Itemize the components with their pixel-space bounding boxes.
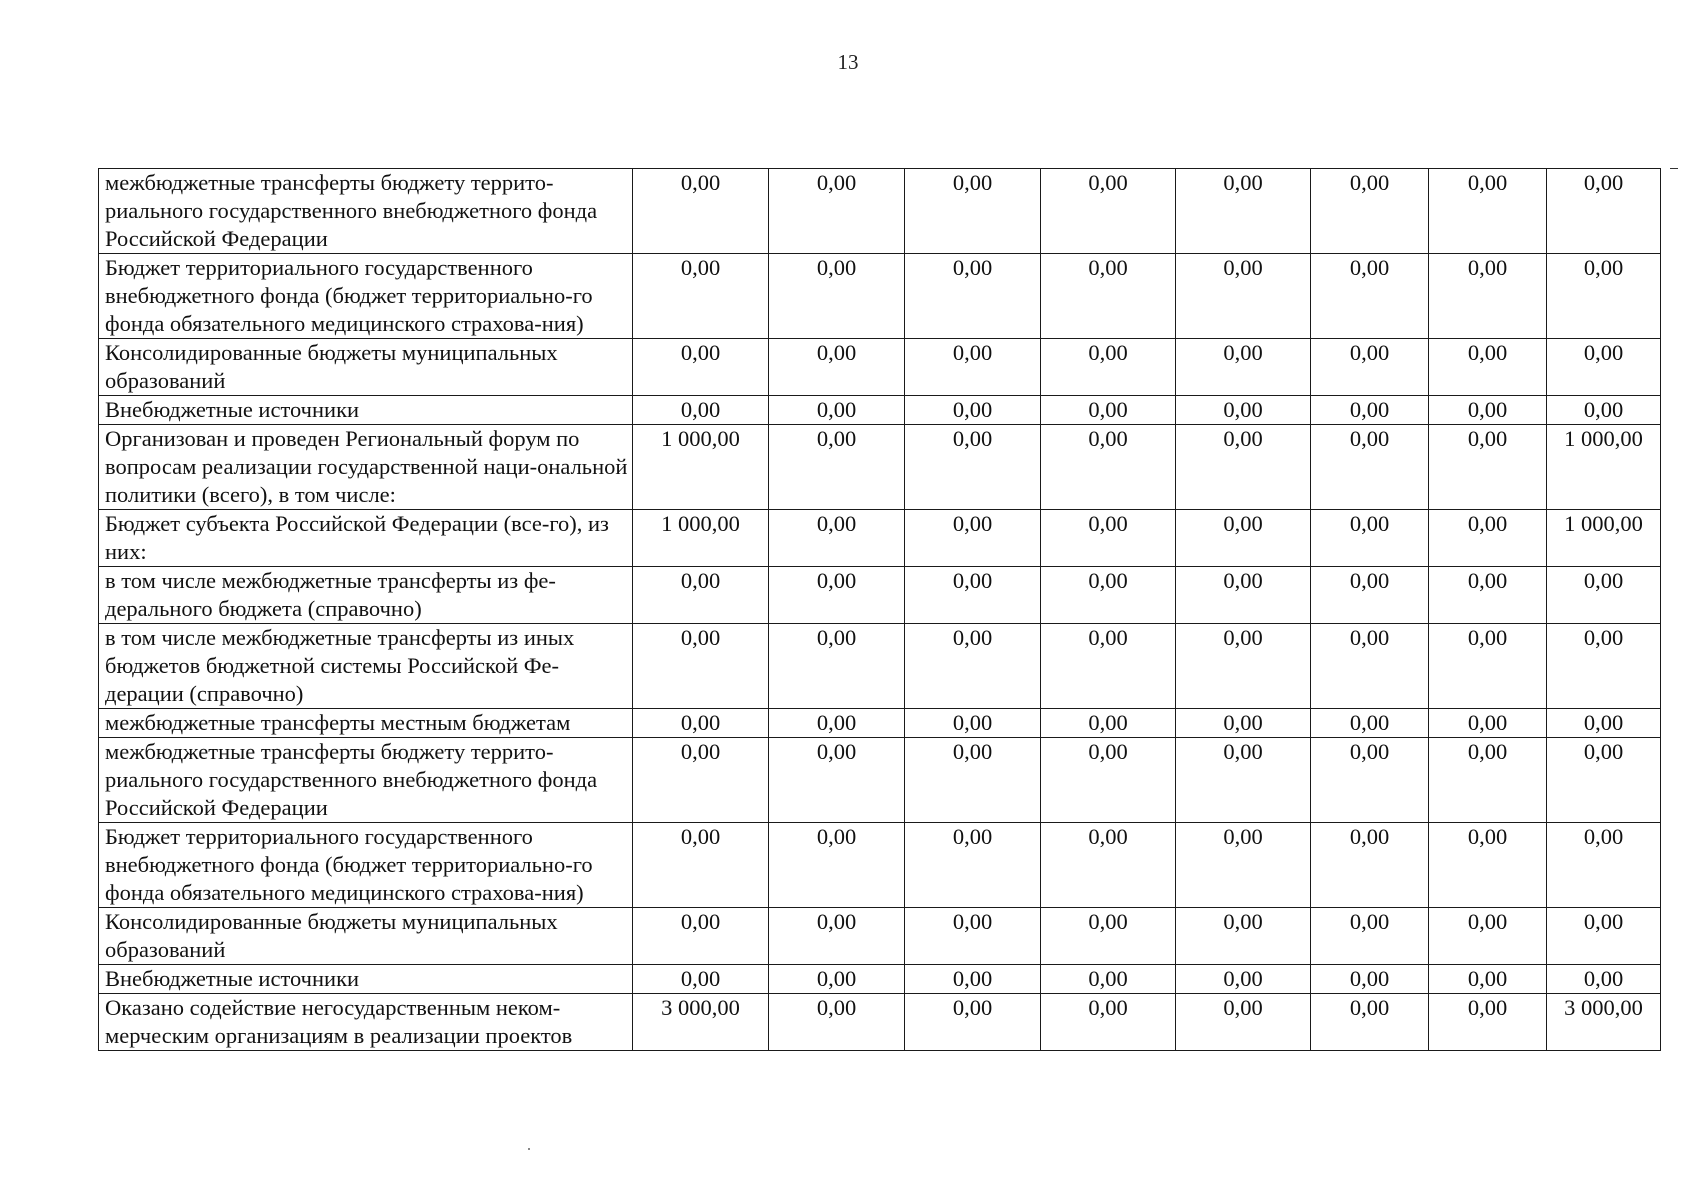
row-value-8: 0,00 <box>1547 339 1661 396</box>
row-value-7: 0,00 <box>1429 510 1547 567</box>
row-value-3: 0,00 <box>905 965 1041 994</box>
row-label: межбюджетные трансферты местным бюджетам <box>99 709 633 738</box>
table-row <box>99 908 1661 965</box>
row-value-8: 0,00 <box>1547 396 1661 425</box>
row-value-6: 0,00 <box>1311 624 1429 709</box>
row-value-2: 0,00 <box>769 425 905 510</box>
row-value-7: 0,00 <box>1429 567 1547 624</box>
row-value-4: 0,00 <box>1041 738 1176 823</box>
row-value-6: 0,00 <box>1311 567 1429 624</box>
table-row <box>99 425 1661 510</box>
row-value-1: 1 000,00 <box>633 425 769 510</box>
row-value-3: 0,00 <box>905 624 1041 709</box>
table-row <box>99 567 1661 624</box>
row-value-5: 0,00 <box>1176 823 1311 908</box>
row-value-8: 3 000,00 <box>1547 994 1661 1051</box>
table-row <box>99 254 1661 339</box>
row-label: межбюджетные трансферты бюджету террито-риального государственного внебюджетного фонда Российской Федерации <box>99 738 633 823</box>
row-value-5: 0,00 <box>1176 396 1311 425</box>
margin-tick <box>1670 168 1678 169</box>
row-value-2: 0,00 <box>769 396 905 425</box>
row-value-5: 0,00 <box>1176 567 1311 624</box>
row-value-3: 0,00 <box>905 169 1041 254</box>
row-value-8: 0,00 <box>1547 823 1661 908</box>
row-value-8: 0,00 <box>1547 169 1661 254</box>
row-value-1: 0,00 <box>633 339 769 396</box>
row-value-1: 3 000,00 <box>633 994 769 1051</box>
row-value-1: 0,00 <box>633 709 769 738</box>
row-value-8: 1 000,00 <box>1547 510 1661 567</box>
row-value-5: 0,00 <box>1176 169 1311 254</box>
row-value-4: 0,00 <box>1041 254 1176 339</box>
row-value-5: 0,00 <box>1176 994 1311 1051</box>
table-row <box>99 965 1661 994</box>
row-value-7: 0,00 <box>1429 994 1547 1051</box>
row-value-1: 1 000,00 <box>633 510 769 567</box>
row-value-8: 0,00 <box>1547 738 1661 823</box>
row-value-7: 0,00 <box>1429 254 1547 339</box>
table-row <box>99 510 1661 567</box>
row-value-2: 0,00 <box>769 823 905 908</box>
row-value-6: 0,00 <box>1311 738 1429 823</box>
row-value-5: 0,00 <box>1176 908 1311 965</box>
row-value-2: 0,00 <box>769 254 905 339</box>
row-value-2: 0,00 <box>769 169 905 254</box>
row-value-4: 0,00 <box>1041 169 1176 254</box>
table-row <box>99 169 1661 254</box>
row-label: Внебюджетные источники <box>99 396 633 425</box>
row-label: Организован и проведен Региональный форум по вопросам реализации государственной наци-ональной политики (всего), в том числе: <box>99 425 633 510</box>
page-number: 13 <box>837 50 859 74</box>
table-row <box>99 339 1661 396</box>
row-value-1: 0,00 <box>633 567 769 624</box>
row-label: в том числе межбюджетные трансферты из фе-дерального бюджета (справочно) <box>99 567 633 624</box>
row-value-6: 0,00 <box>1311 994 1429 1051</box>
row-value-4: 0,00 <box>1041 425 1176 510</box>
row-value-2: 0,00 <box>769 339 905 396</box>
row-value-5: 0,00 <box>1176 624 1311 709</box>
row-value-7: 0,00 <box>1429 396 1547 425</box>
row-value-1: 0,00 <box>633 254 769 339</box>
row-value-7: 0,00 <box>1429 425 1547 510</box>
row-value-6: 0,00 <box>1311 908 1429 965</box>
row-label: Бюджет субъекта Российской Федерации (все-го), из них: <box>99 510 633 567</box>
row-value-6: 0,00 <box>1311 169 1429 254</box>
row-value-7: 0,00 <box>1429 965 1547 994</box>
row-value-4: 0,00 <box>1041 823 1176 908</box>
row-value-4: 0,00 <box>1041 709 1176 738</box>
scan-speck <box>528 1148 530 1150</box>
row-value-4: 0,00 <box>1041 994 1176 1051</box>
row-value-2: 0,00 <box>769 709 905 738</box>
row-value-1: 0,00 <box>633 908 769 965</box>
row-value-6: 0,00 <box>1311 396 1429 425</box>
row-value-6: 0,00 <box>1311 510 1429 567</box>
row-label: межбюджетные трансферты бюджету террито-риального государственного внебюджетного фонда Российской Федерации <box>99 169 633 254</box>
row-value-1: 0,00 <box>633 169 769 254</box>
row-value-2: 0,00 <box>769 567 905 624</box>
table-body <box>99 169 1661 1051</box>
row-value-7: 0,00 <box>1429 709 1547 738</box>
row-value-3: 0,00 <box>905 823 1041 908</box>
row-value-1: 0,00 <box>633 396 769 425</box>
row-value-3: 0,00 <box>905 994 1041 1051</box>
row-value-3: 0,00 <box>905 396 1041 425</box>
row-value-5: 0,00 <box>1176 709 1311 738</box>
row-value-8: 0,00 <box>1547 965 1661 994</box>
table-row <box>99 396 1661 425</box>
row-value-6: 0,00 <box>1311 709 1429 738</box>
row-value-3: 0,00 <box>905 510 1041 567</box>
row-value-4: 0,00 <box>1041 339 1176 396</box>
row-value-7: 0,00 <box>1429 169 1547 254</box>
row-value-6: 0,00 <box>1311 339 1429 396</box>
row-label: Бюджет территориального государственного внебюджетного фонда (бюджет территориально-го фонда обязательного медицинского страхова-ния) <box>99 254 633 339</box>
budget-table <box>98 168 1661 1051</box>
row-value-2: 0,00 <box>769 510 905 567</box>
row-value-5: 0,00 <box>1176 510 1311 567</box>
row-value-4: 0,00 <box>1041 510 1176 567</box>
row-value-6: 0,00 <box>1311 254 1429 339</box>
row-value-7: 0,00 <box>1429 738 1547 823</box>
row-value-3: 0,00 <box>905 254 1041 339</box>
row-value-7: 0,00 <box>1429 624 1547 709</box>
row-value-8: 0,00 <box>1547 254 1661 339</box>
row-value-3: 0,00 <box>905 339 1041 396</box>
table-row <box>99 624 1661 709</box>
row-value-8: 0,00 <box>1547 908 1661 965</box>
row-value-4: 0,00 <box>1041 567 1176 624</box>
row-value-1: 0,00 <box>633 965 769 994</box>
row-value-7: 0,00 <box>1429 339 1547 396</box>
row-label: Бюджет территориального государственного внебюджетного фонда (бюджет территориально-го фонда обязательного медицинского страхова-ния) <box>99 823 633 908</box>
row-value-6: 0,00 <box>1311 823 1429 908</box>
row-value-3: 0,00 <box>905 908 1041 965</box>
row-value-4: 0,00 <box>1041 908 1176 965</box>
row-value-8: 0,00 <box>1547 567 1661 624</box>
row-value-5: 0,00 <box>1176 738 1311 823</box>
row-value-2: 0,00 <box>769 994 905 1051</box>
row-value-1: 0,00 <box>633 738 769 823</box>
row-value-3: 0,00 <box>905 567 1041 624</box>
row-value-7: 0,00 <box>1429 908 1547 965</box>
row-label: Консолидированные бюджеты муниципальных образований <box>99 908 633 965</box>
row-value-2: 0,00 <box>769 738 905 823</box>
row-value-1: 0,00 <box>633 823 769 908</box>
row-value-7: 0,00 <box>1429 823 1547 908</box>
row-value-8: 1 000,00 <box>1547 425 1661 510</box>
row-value-3: 0,00 <box>905 738 1041 823</box>
row-value-3: 0,00 <box>905 425 1041 510</box>
row-value-4: 0,00 <box>1041 965 1176 994</box>
row-label: Консолидированные бюджеты муниципальных образований <box>99 339 633 396</box>
row-value-4: 0,00 <box>1041 624 1176 709</box>
row-value-6: 0,00 <box>1311 965 1429 994</box>
row-value-4: 0,00 <box>1041 396 1176 425</box>
row-label: Оказано содействие негосударственным неком-мерческим организациям в реализации проектов <box>99 994 633 1051</box>
table-row <box>99 823 1661 908</box>
table-row <box>99 709 1661 738</box>
row-value-6: 0,00 <box>1311 425 1429 510</box>
row-value-3: 0,00 <box>905 709 1041 738</box>
row-value-2: 0,00 <box>769 624 905 709</box>
row-value-1: 0,00 <box>633 624 769 709</box>
row-label: в том числе межбюджетные трансферты из иных бюджетов бюджетной системы Российской Фе-дерации (справочно) <box>99 624 633 709</box>
row-value-5: 0,00 <box>1176 965 1311 994</box>
row-value-2: 0,00 <box>769 908 905 965</box>
row-value-8: 0,00 <box>1547 709 1661 738</box>
table-row <box>99 994 1661 1051</box>
row-value-5: 0,00 <box>1176 254 1311 339</box>
row-value-5: 0,00 <box>1176 425 1311 510</box>
row-label: Внебюджетные источники <box>99 965 633 994</box>
row-value-5: 0,00 <box>1176 339 1311 396</box>
row-value-2: 0,00 <box>769 965 905 994</box>
table-row <box>99 738 1661 823</box>
row-value-8: 0,00 <box>1547 624 1661 709</box>
